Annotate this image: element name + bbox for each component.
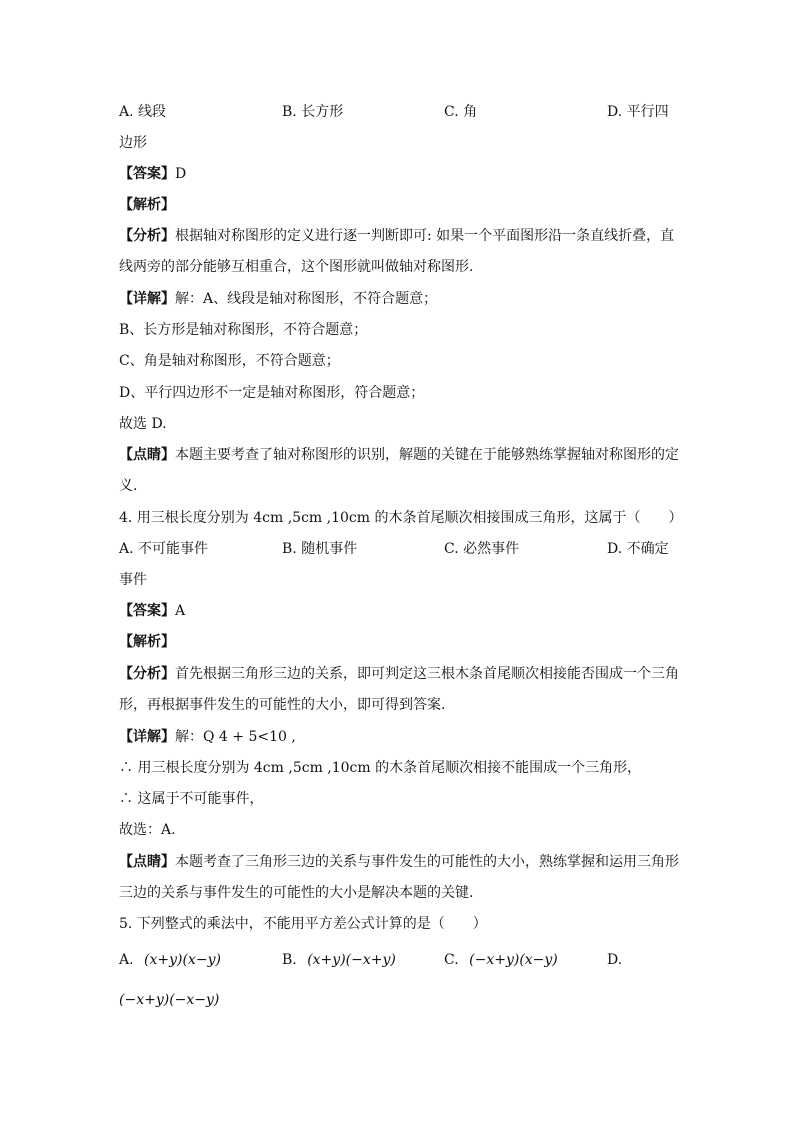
- q4-answer: [119, 601, 185, 621]
- q4-xiangjie-line1: [119, 727, 296, 747]
- q4-xiangjie-line3: ∴ 这属于不可能事件，: [119, 791, 264, 807]
- q4-option-b: B. 随机事件: [282, 541, 358, 557]
- answer-value: A: [175, 603, 186, 619]
- q3-option-d: D. 平行四: [607, 104, 669, 120]
- q5-option-d: D.: [607, 952, 623, 968]
- fenxi-text: 首先根据三角形三边的关系，即可判定这三根木条首尾顺次相接能否围成一个三角: [175, 666, 679, 682]
- answer-value: D: [175, 166, 187, 182]
- answer-tag: 【答案】: [119, 603, 175, 619]
- xiangjie-tag: 【详解】: [119, 729, 175, 745]
- dianjing-tag: 【点睛】: [119, 447, 175, 463]
- q4-option-d-wrap: 事件: [119, 572, 147, 588]
- q4-xiangjie-line2: ∴ 用三根长度分别为 4cm ,5cm ,10cm 的木条首尾顺次相接不能围成一个三角形，: [119, 760, 642, 776]
- q4-option-a: A. 不可能事件: [119, 541, 209, 557]
- q5-option-b: [282, 950, 396, 970]
- dianjing-text: 本题主要考查了轴对称图形的识别，解题的关键在于能够熟练掌握轴对称图形的定: [175, 447, 679, 463]
- q3-dianjing-line2: 义.: [119, 478, 138, 494]
- q5-question: 5. 下列整式的乘法中，不能用平方差公式计算的是（ ）: [119, 916, 487, 932]
- q3-xiangjie-line2: B、长方形是轴对称图形，不符合题意；: [119, 322, 368, 338]
- q4-fenxi-line1: [119, 664, 679, 684]
- q3-xiangjie-line1: [119, 289, 437, 309]
- q3-fenxi-line2: 线两旁的部分能够互相重合，这个图形就叫做轴对称图形.: [119, 259, 474, 275]
- q3-fenxi-line1: [119, 226, 674, 246]
- q3-option-a: A. 线段: [119, 104, 167, 120]
- q4-question: 4. 用三根长度分别为 4cm ,5cm ,10cm 的木条首尾顺次相接围成三角形，这属于（ ）: [119, 510, 683, 526]
- q3-answer: [119, 164, 186, 184]
- fenxi-tag: 【分析】: [119, 666, 175, 682]
- q4-dianjing-line2: 三边的关系与事件发生的可能性的大小是解决本题的关键.: [119, 885, 474, 901]
- q5-option-c: [444, 950, 558, 970]
- xiangjie-tag: 【详解】: [119, 291, 175, 307]
- math-expression: (x+y)(x−y): [144, 952, 221, 968]
- fenxi-text: 根据轴对称图形的定义进行逐一判断即可: 如果一个平面图形沿一条直线折叠，直: [175, 228, 675, 244]
- q3-option-d-wrap: 边形: [119, 135, 147, 151]
- q3-choose: 故选 D.: [119, 416, 167, 432]
- q3-dianjing-line1: [119, 445, 679, 465]
- q4-dianjing-line1: [119, 852, 679, 872]
- dianjing-tag: 【点睛】: [119, 854, 175, 870]
- q3-option-c: C. 角: [444, 104, 478, 120]
- answer-tag: 【答案】: [119, 166, 175, 182]
- option-letter: B.: [282, 952, 297, 968]
- q3-option-b: B. 长方形: [282, 104, 344, 120]
- q4-option-d: D. 不确定: [607, 541, 669, 557]
- xiangjie-text: 解：Q 4 + 5<10 ,: [175, 729, 296, 745]
- q3-xiangjie-line4: D、平行四边形不一定是轴对称图形，符合题意；: [119, 385, 425, 401]
- q5-option-d-expression: (−x+y)(−x−y): [119, 992, 220, 1008]
- option-letter: A.: [119, 952, 134, 968]
- q4-fenxi-line2: 形，再根据事件发生的可能性的大小，即可得到答案.: [119, 697, 446, 713]
- option-letter: C.: [444, 952, 459, 968]
- math-expression: (x+y)(−x+y): [307, 952, 396, 968]
- q4-choose: 故选：A.: [119, 822, 176, 838]
- q4-analysis-heading: 【解析】: [119, 634, 175, 650]
- q3-xiangjie-line3: C、角是轴对称图形，不符合题意；: [119, 353, 340, 369]
- q3-analysis-heading: 【解析】: [119, 197, 175, 213]
- math-expression: (−x+y)(x−y): [469, 952, 558, 968]
- q4-option-c: C. 必然事件: [444, 541, 520, 557]
- q5-option-a: [119, 950, 221, 970]
- xiangjie-text: 解：A、线段是轴对称图形，不符合题意；: [175, 291, 438, 307]
- dianjing-text: 本题考查了三角形三边的关系与事件发生的可能性的大小，熟练掌握和运用三角形: [175, 854, 679, 870]
- fenxi-tag: 【分析】: [119, 228, 175, 244]
